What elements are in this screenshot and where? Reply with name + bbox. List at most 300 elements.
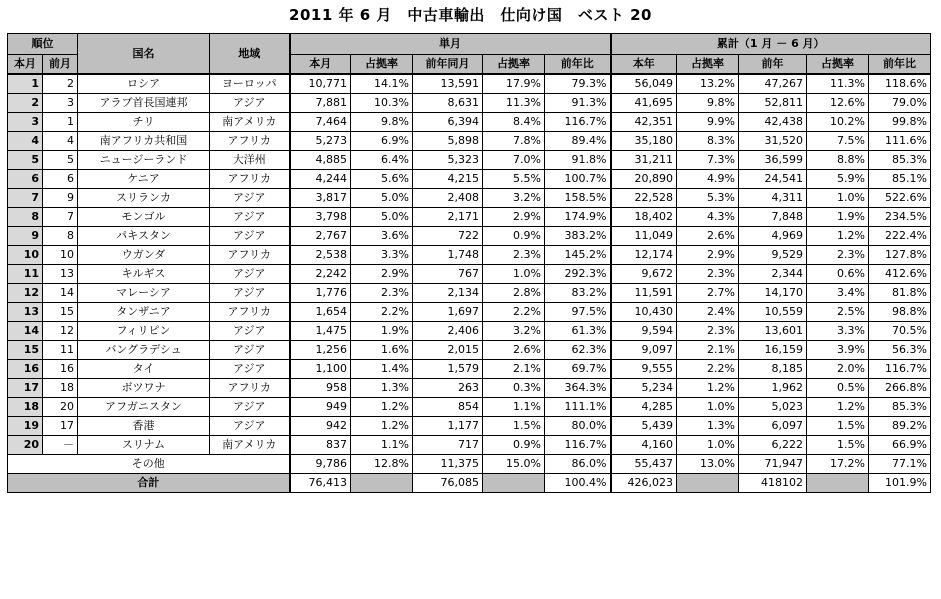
last-year-month-share-cell: 7.0% [483,151,545,170]
country-cell: ウガンダ [78,246,210,265]
last-year-share-cell: 1.5% [807,436,869,455]
header-this-month: 本月 [290,55,351,75]
monthly-yoy-cell: 174.9% [545,208,611,227]
monthly-count-cell: 958 [290,379,351,398]
last-year-share-cell: 11.3% [807,74,869,94]
last-year-month-share-cell: 17.9% [483,74,545,94]
region-cell: アジア [210,94,290,113]
cumulative-yoy-cell: 85.3% [869,151,931,170]
region-cell: アジア [210,227,290,246]
last-year-count-cell: 2,344 [739,265,807,284]
ranking-table [7,33,931,493]
last-year-count-cell: 42,438 [739,113,807,132]
total-blank-cell [677,474,739,493]
region-cell: アジア [210,189,290,208]
monthly-share-cell: 1.3% [351,379,413,398]
last-year-share-cell: 12.6% [807,94,869,113]
last-year-month-count-cell: 2,171 [413,208,483,227]
region-cell: アフリカ [210,303,290,322]
header-this-year: 本年 [611,55,677,75]
monthly-count-cell: 837 [290,436,351,455]
last-year-month-share-cell: 11.3% [483,94,545,113]
this-year-share-cell: 2.2% [677,360,739,379]
last-year-month-count-cell: 854 [413,398,483,417]
rank-cell: 8 [8,208,43,227]
rank-cell: 20 [8,436,43,455]
last-year-count-cell: 16,159 [739,341,807,360]
country-cell: パキスタン [78,227,210,246]
monthly-count-cell: 949 [290,398,351,417]
previous-rank-cell: 18 [43,379,78,398]
country-cell: タイ [78,360,210,379]
table-row [8,303,931,322]
cumulative-yoy-cell: 118.6% [869,74,931,94]
total-blank-cell [351,474,413,493]
last-year-month-count-cell: 2,015 [413,341,483,360]
monthly-count-cell: 1,776 [290,284,351,303]
this-year-count-cell: 56,049 [611,74,677,94]
table-row [8,341,931,360]
last-year-month-count-cell: 13,591 [413,74,483,94]
last-year-share-cell: 5.9% [807,170,869,189]
table-row [8,94,931,113]
total-row [8,474,931,493]
rank-cell: 1 [8,74,43,94]
last-year-month-share-cell: 1.0% [483,265,545,284]
last-year-month-count-cell: 722 [413,227,483,246]
header-share-this-year: 占拠率 [677,55,739,75]
rank-cell: 13 [8,303,43,322]
last-year-month-share-cell: 2.9% [483,208,545,227]
this-year-count-cell: 9,594 [611,322,677,341]
this-year-count-cell: 5,234 [611,379,677,398]
this-year-share-cell: 4.3% [677,208,739,227]
this-year-share-cell: 7.3% [677,151,739,170]
country-cell: ニュージーランド [78,151,210,170]
last-year-month-count-cell: 2,408 [413,189,483,208]
last-year-month-share-cell: 0.3% [483,379,545,398]
rank-cell: 14 [8,322,43,341]
table-row [8,265,931,284]
monthly-yoy-cell: 364.3% [545,379,611,398]
this-year-count-cell: 4,160 [611,436,677,455]
monthly-yoy-cell: 145.2% [545,246,611,265]
other-last-year-month-share-cell: 15.0% [483,455,545,474]
this-year-count-cell: 20,890 [611,170,677,189]
cumulative-yoy-cell: 89.2% [869,417,931,436]
header-share-monthly: 占拠率 [351,55,413,75]
table-row [8,74,931,94]
this-year-count-cell: 9,097 [611,341,677,360]
page-title: 2011 年 6 月 中古車輸出 仕向け国 ベスト 20 [289,6,652,24]
monthly-share-cell: 5.0% [351,208,413,227]
last-year-count-cell: 4,311 [739,189,807,208]
rank-cell: 2 [8,94,43,113]
table-row [8,208,931,227]
monthly-share-cell: 10.3% [351,94,413,113]
monthly-count-cell: 1,100 [290,360,351,379]
other-last-year-count-cell: 71,947 [739,455,807,474]
last-year-count-cell: 6,222 [739,436,807,455]
last-year-share-cell: 3.3% [807,322,869,341]
monthly-share-cell: 3.3% [351,246,413,265]
other-this-year-share-cell: 13.0% [677,455,739,474]
last-year-count-cell: 36,599 [739,151,807,170]
rank-cell: 9 [8,227,43,246]
cumulative-yoy-cell: 85.1% [869,170,931,189]
this-year-share-cell: 2.7% [677,284,739,303]
monthly-yoy-cell: 100.7% [545,170,611,189]
previous-rank-cell: 1 [43,113,78,132]
other-last-year-month-count-cell: 11,375 [413,455,483,474]
last-year-month-count-cell: 1,579 [413,360,483,379]
monthly-share-cell: 1.2% [351,417,413,436]
total-monthly-yoy-cell: 100.4% [545,474,611,493]
monthly-count-cell: 5,273 [290,132,351,151]
country-cell: スリランカ [78,189,210,208]
last-year-month-share-cell: 0.9% [483,436,545,455]
this-year-share-cell: 2.1% [677,341,739,360]
last-year-month-share-cell: 5.5% [483,170,545,189]
last-year-share-cell: 2.5% [807,303,869,322]
last-year-month-count-cell: 6,394 [413,113,483,132]
last-year-count-cell: 52,811 [739,94,807,113]
this-year-count-cell: 35,180 [611,132,677,151]
last-year-month-share-cell: 0.9% [483,227,545,246]
last-year-share-cell: 2.3% [807,246,869,265]
last-year-count-cell: 31,520 [739,132,807,151]
last-year-month-share-cell: 8.4% [483,113,545,132]
country-cell: ボツワナ [78,379,210,398]
cumulative-yoy-cell: 116.7% [869,360,931,379]
monthly-yoy-cell: 69.7% [545,360,611,379]
monthly-share-cell: 3.6% [351,227,413,246]
table-row [8,379,931,398]
this-year-share-cell: 1.2% [677,379,739,398]
previous-rank-cell: 13 [43,265,78,284]
country-cell: 香港 [78,417,210,436]
table-row [8,417,931,436]
header-rank: 順位 [8,34,78,55]
total-blank-cell [807,474,869,493]
region-cell: アフリカ [210,379,290,398]
monthly-yoy-cell: 89.4% [545,132,611,151]
region-cell: アジア [210,398,290,417]
this-year-share-cell: 2.9% [677,246,739,265]
monthly-share-cell: 5.6% [351,170,413,189]
rank-cell: 3 [8,113,43,132]
cumulative-yoy-cell: 412.6% [869,265,931,284]
rank-cell: 7 [8,189,43,208]
cumulative-yoy-cell: 111.6% [869,132,931,151]
last-year-share-cell: 0.6% [807,265,869,284]
header-cumulative: 累計（1 月 － 6 月） [611,34,931,55]
monthly-count-cell: 942 [290,417,351,436]
monthly-share-cell: 2.3% [351,284,413,303]
monthly-share-cell: 9.8% [351,113,413,132]
cumulative-yoy-cell: 99.8% [869,113,931,132]
last-year-share-cell: 3.9% [807,341,869,360]
country-cell: アフガニスタン [78,398,210,417]
monthly-share-cell: 1.6% [351,341,413,360]
header-share-last-year-month: 占拠率 [483,55,545,75]
header-last-year: 前年 [739,55,807,75]
rank-cell: 16 [8,360,43,379]
other-this-year-count-cell: 55,437 [611,455,677,474]
this-year-share-cell: 13.2% [677,74,739,94]
last-year-share-cell: 1.5% [807,417,869,436]
last-year-month-count-cell: 5,898 [413,132,483,151]
previous-rank-cell: 17 [43,417,78,436]
rank-cell: 5 [8,151,43,170]
cumulative-yoy-cell: 56.3% [869,341,931,360]
last-year-month-share-cell: 2.6% [483,341,545,360]
region-cell: 南アメリカ [210,436,290,455]
monthly-share-cell: 2.2% [351,303,413,322]
country-cell: スリナム [78,436,210,455]
this-year-count-cell: 42,351 [611,113,677,132]
this-year-count-cell: 31,211 [611,151,677,170]
previous-rank-cell: 15 [43,303,78,322]
table-row [8,151,931,170]
total-last-year-count-cell: 418102 [739,474,807,493]
header-region: 地域 [210,34,290,75]
monthly-count-cell: 7,881 [290,94,351,113]
last-year-month-share-cell: 3.2% [483,322,545,341]
monthly-share-cell: 6.4% [351,151,413,170]
last-year-share-cell: 1.0% [807,189,869,208]
region-cell: アフリカ [210,132,290,151]
last-year-month-share-cell: 3.2% [483,189,545,208]
previous-rank-cell: 2 [43,74,78,94]
last-year-month-share-cell: 7.8% [483,132,545,151]
last-year-share-cell: 2.0% [807,360,869,379]
cumulative-yoy-cell: 266.8% [869,379,931,398]
monthly-share-cell: 2.9% [351,265,413,284]
last-year-month-count-cell: 1,697 [413,303,483,322]
monthly-yoy-cell: 91.8% [545,151,611,170]
previous-rank-cell: 6 [43,170,78,189]
table-row [8,246,931,265]
header-yoy-cumulative: 前年比 [869,55,931,75]
last-year-count-cell: 10,559 [739,303,807,322]
monthly-count-cell: 2,242 [290,265,351,284]
other-label: その他 [8,455,290,474]
region-cell: アジア [210,284,290,303]
table-row [8,436,931,455]
total-cumulative-yoy-cell: 101.9% [869,474,931,493]
rank-cell: 15 [8,341,43,360]
rank-cell: 10 [8,246,43,265]
last-year-share-cell: 3.4% [807,284,869,303]
this-year-share-cell: 1.0% [677,436,739,455]
cumulative-yoy-cell: 98.8% [869,303,931,322]
monthly-count-cell: 1,256 [290,341,351,360]
this-year-count-cell: 11,049 [611,227,677,246]
table-body [8,74,931,493]
monthly-yoy-cell: 116.7% [545,436,611,455]
rank-cell: 11 [8,265,43,284]
monthly-count-cell: 1,654 [290,303,351,322]
cumulative-yoy-cell: 70.5% [869,322,931,341]
previous-rank-cell: 11 [43,341,78,360]
header-last-year-same-month: 前年同月 [413,55,483,75]
country-cell: キルギス [78,265,210,284]
monthly-yoy-cell: 97.5% [545,303,611,322]
last-year-count-cell: 14,170 [739,284,807,303]
this-year-share-cell: 2.3% [677,322,739,341]
monthly-yoy-cell: 91.3% [545,94,611,113]
rank-cell: 18 [8,398,43,417]
previous-rank-cell: 4 [43,132,78,151]
monthly-yoy-cell: 111.1% [545,398,611,417]
monthly-count-cell: 4,244 [290,170,351,189]
this-year-count-cell: 18,402 [611,208,677,227]
region-cell: ヨーロッパ [210,74,290,94]
this-year-count-cell: 4,285 [611,398,677,417]
monthly-count-cell: 3,798 [290,208,351,227]
region-cell: 大洋州 [210,151,290,170]
monthly-yoy-cell: 83.2% [545,284,611,303]
monthly-count-cell: 1,475 [290,322,351,341]
country-cell: モンゴル [78,208,210,227]
previous-rank-cell: 12 [43,322,78,341]
last-year-count-cell: 6,097 [739,417,807,436]
rank-cell: 19 [8,417,43,436]
this-year-count-cell: 9,672 [611,265,677,284]
table-row [8,113,931,132]
rank-cell: 17 [8,379,43,398]
table-row [8,170,931,189]
monthly-share-cell: 14.1% [351,74,413,94]
last-year-count-cell: 7,848 [739,208,807,227]
monthly-share-cell: 1.2% [351,398,413,417]
this-year-share-cell: 9.9% [677,113,739,132]
region-cell: アジア [210,417,290,436]
monthly-yoy-cell: 61.3% [545,322,611,341]
last-year-month-share-cell: 2.8% [483,284,545,303]
monthly-yoy-cell: 292.3% [545,265,611,284]
this-year-share-cell: 4.9% [677,170,739,189]
monthly-count-cell: 3,817 [290,189,351,208]
table-row [8,398,931,417]
table-row [8,360,931,379]
region-cell: アジア [210,322,290,341]
cumulative-yoy-cell: 222.4% [869,227,931,246]
region-cell: アジア [210,360,290,379]
cumulative-yoy-cell: 81.8% [869,284,931,303]
previous-rank-cell: 9 [43,189,78,208]
this-year-share-cell: 2.3% [677,265,739,284]
this-year-count-cell: 41,695 [611,94,677,113]
rank-cell: 4 [8,132,43,151]
table-row [8,284,931,303]
last-year-count-cell: 24,541 [739,170,807,189]
monthly-yoy-cell: 158.5% [545,189,611,208]
monthly-share-cell: 1.9% [351,322,413,341]
header-current-month-rank: 本月 [8,55,43,75]
last-year-count-cell: 13,601 [739,322,807,341]
last-year-count-cell: 8,185 [739,360,807,379]
this-year-share-cell: 1.3% [677,417,739,436]
monthly-count-cell: 4,885 [290,151,351,170]
other-monthly-count-cell: 9,786 [290,455,351,474]
monthly-share-cell: 5.0% [351,189,413,208]
monthly-share-cell: 6.9% [351,132,413,151]
country-cell: フィリピン [78,322,210,341]
total-last-year-month-count-cell: 76,085 [413,474,483,493]
previous-rank-cell: 20 [43,398,78,417]
last-year-share-cell: 8.8% [807,151,869,170]
country-cell: マレーシア [78,284,210,303]
last-year-month-count-cell: 2,134 [413,284,483,303]
monthly-share-cell: 1.1% [351,436,413,455]
last-year-share-cell: 10.2% [807,113,869,132]
region-cell: アジア [210,208,290,227]
cumulative-yoy-cell: 522.6% [869,189,931,208]
monthly-yoy-cell: 116.7% [545,113,611,132]
rank-cell: 12 [8,284,43,303]
previous-rank-cell: 8 [43,227,78,246]
country-cell: 南アフリカ共和国 [78,132,210,151]
total-monthly-count-cell: 76,413 [290,474,351,493]
other-monthly-share-cell: 12.8% [351,455,413,474]
previous-rank-cell: 14 [43,284,78,303]
cumulative-yoy-cell: 85.3% [869,398,931,417]
previous-rank-cell: 5 [43,151,78,170]
last-year-share-cell: 7.5% [807,132,869,151]
monthly-yoy-cell: 383.2% [545,227,611,246]
last-year-count-cell: 4,969 [739,227,807,246]
last-year-month-count-cell: 5,323 [413,151,483,170]
last-year-share-cell: 0.5% [807,379,869,398]
region-cell: アフリカ [210,170,290,189]
this-year-count-cell: 11,591 [611,284,677,303]
region-cell: アジア [210,265,290,284]
last-year-count-cell: 9,529 [739,246,807,265]
this-year-share-cell: 2.4% [677,303,739,322]
last-year-share-cell: 1.9% [807,208,869,227]
monthly-count-cell: 7,464 [290,113,351,132]
last-year-month-count-cell: 8,631 [413,94,483,113]
monthly-yoy-cell: 62.3% [545,341,611,360]
table-row [8,227,931,246]
country-cell: アラブ首長国連邦 [78,94,210,113]
this-year-share-cell: 1.0% [677,398,739,417]
country-cell: チリ [78,113,210,132]
table-row [8,189,931,208]
country-cell: タンザニア [78,303,210,322]
monthly-count-cell: 2,538 [290,246,351,265]
cumulative-yoy-cell: 66.9% [869,436,931,455]
monthly-yoy-cell: 79.3% [545,74,611,94]
last-year-month-count-cell: 4,215 [413,170,483,189]
cumulative-yoy-cell: 234.5% [869,208,931,227]
other-cumulative-yoy-cell: 77.1% [869,455,931,474]
previous-rank-cell: 16 [43,360,78,379]
total-this-year-count-cell: 426,023 [611,474,677,493]
last-year-month-count-cell: 263 [413,379,483,398]
total-blank-cell [483,474,545,493]
table-row [8,322,931,341]
this-year-count-cell: 22,528 [611,189,677,208]
monthly-share-cell: 1.4% [351,360,413,379]
country-cell: バングラデシュ [78,341,210,360]
last-year-month-count-cell: 1,748 [413,246,483,265]
last-year-month-share-cell: 2.1% [483,360,545,379]
region-cell: アジア [210,341,290,360]
header-yoy-monthly: 前年比 [545,55,611,75]
